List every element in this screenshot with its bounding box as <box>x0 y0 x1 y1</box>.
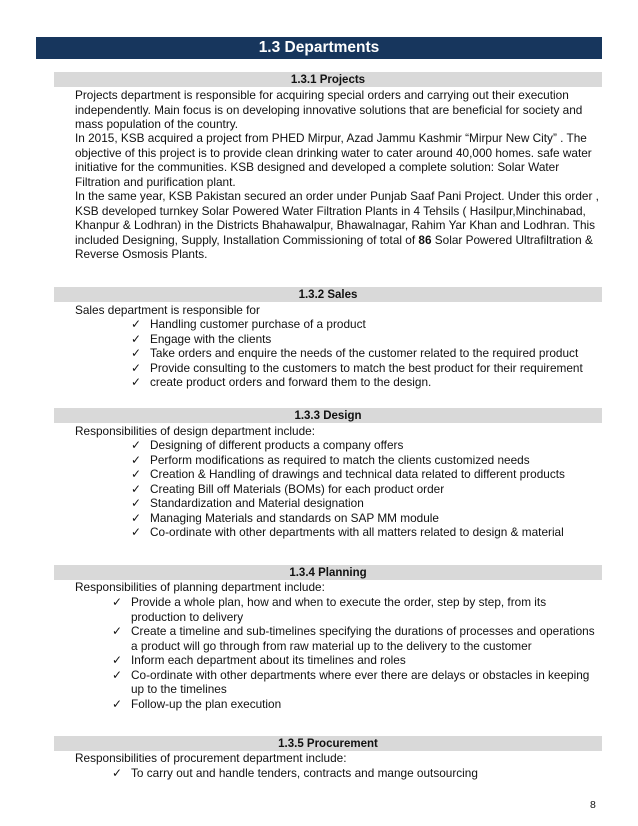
check-icon: ✓ <box>131 438 142 452</box>
sales-list-item-text: create product orders and forward them to the design. <box>150 375 432 389</box>
planning-list-item-text: Inform each department about its timelines and roles <box>131 653 406 667</box>
sales-list-item-text: Provide consulting to the customers to match the best product for their requirement <box>150 360 583 375</box>
design-intro: Responsibilities of design department include: <box>75 424 316 438</box>
page-title: 1.3 Departments <box>36 37 602 59</box>
sales-list-item <box>131 346 601 361</box>
sales-list-item <box>131 317 601 332</box>
check-icon: ✓ <box>112 766 123 780</box>
check-icon: ✓ <box>131 467 142 481</box>
procurement-list <box>112 766 600 781</box>
planning-list <box>112 595 600 711</box>
section-heading-projects: 1.3.1 Projects <box>54 72 602 87</box>
plant-count: 86 <box>418 232 432 247</box>
check-icon: ✓ <box>131 331 142 346</box>
planning-list-item <box>112 653 600 668</box>
sales-list-item <box>131 361 601 376</box>
design-list-item <box>131 496 601 511</box>
projects-paragraph-2: In 2015, KSB acquired a project from PHED Mirpur, Azad Jammu Kashmir “Mirpur New City” . The objective of this project is to provide clean drinking water to cater around 40,000 homes. safe water initiative for the communities. KSB designed and developed a complete solution: Solar Water Filtration and purification plant. <box>75 131 592 189</box>
projects-paragraph-3-end: Solar Powered Ultrafiltration & Reverse Osmosis Plants. <box>75 232 593 261</box>
planning-list-item <box>112 624 600 653</box>
planning-list-item <box>112 668 600 697</box>
sales-list-item <box>131 375 601 390</box>
check-icon: ✓ <box>131 525 142 539</box>
design-list-item-text: Managing Materials and standards on SAP MM module <box>150 510 439 525</box>
section-heading-sales: 1.3.2 Sales <box>54 287 602 302</box>
check-icon: ✓ <box>131 317 142 331</box>
sales-list-item-text: Take orders and enquire the needs of the customer related to the required product <box>150 346 579 360</box>
check-icon: ✓ <box>112 595 123 609</box>
section-heading-procurement: 1.3.5 Procurement <box>54 736 602 751</box>
procurement-list-item-text: To carry out and handle tenders, contracts and mange outsourcing <box>131 766 478 780</box>
check-icon: ✓ <box>131 346 142 360</box>
section-heading-design: 1.3.3 Design <box>54 408 602 423</box>
sales-list-item-text: Handling customer purchase of a product <box>150 317 366 331</box>
procurement-list-item <box>112 766 600 781</box>
planning-list-item-text: Follow-up the plan execution <box>131 696 282 711</box>
design-list-item-text: Standardization and Material designation <box>150 496 364 510</box>
check-icon: ✓ <box>131 360 142 375</box>
check-icon: ✓ <box>112 696 123 711</box>
check-icon: ✓ <box>112 653 123 667</box>
check-icon: ✓ <box>131 481 142 496</box>
planning-list-item <box>112 697 600 712</box>
check-icon: ✓ <box>131 375 142 389</box>
design-list-item-text: Designing of different products a company offers <box>150 438 404 452</box>
design-list-item-text: Creating Bill off Materials (BOMs) for each product order <box>150 481 445 496</box>
sales-list-item <box>131 332 601 347</box>
check-icon: ✓ <box>112 667 123 682</box>
planning-list-item <box>112 595 600 624</box>
planning-intro: Responsibilities of planning department include: <box>75 580 325 594</box>
design-list <box>131 438 601 540</box>
planning-list-item-text: Create a timeline and sub-timelines specifying the durations of processes and operations a product will go through from raw material up to the delivery to the customer <box>131 624 595 653</box>
design-list-item-text: Creation & Handling of drawings and technical data related to different products <box>150 467 565 481</box>
sales-intro: Sales department is responsible for <box>75 303 260 317</box>
design-list-item <box>131 525 601 540</box>
check-icon: ✓ <box>131 452 142 467</box>
projects-paragraph-3 <box>75 189 605 262</box>
section-heading-planning: 1.3.4 Planning <box>54 565 602 580</box>
projects-paragraph-3-text: In the same year, KSB Pakistan secured an order under Punjab Saaf Pani Project. Under this order , KSB developed turnkey Solar Powered Water Filtration Plants in 4 Tehsils ( Hasilpur,Minchinabad, Khanpur & Lodhran) in the Districts Bhahawalpur, Bhawalnagar, Rahim Yar Khan and Lodhran. This included Designing, Supply, Installation Commissioning of total of <box>75 189 599 247</box>
planning-list-item-text: Co-ordinate with other departments where ever there are delays or obstacles in keeping up to the timelines <box>131 667 590 696</box>
design-list-item <box>131 453 601 468</box>
design-list-item-text: Perform modifications as required to match the clients customized needs <box>150 452 530 467</box>
sales-list <box>131 317 601 390</box>
projects-paragraph-1: Projects department is responsible for acquiring special orders and carrying out their execution independently. Main focus is on developing innovative solutions that are beneficial for society and mass population of the country. <box>75 88 583 131</box>
design-list-item <box>131 511 601 526</box>
design-list-item <box>131 438 601 453</box>
sales-list-item-text: Engage with the clients <box>150 331 272 346</box>
design-list-item <box>131 467 601 482</box>
page-number: 8 <box>590 799 596 811</box>
procurement-intro: Responsibilities of procurement department include: <box>75 751 347 765</box>
check-icon: ✓ <box>131 510 142 525</box>
design-list-item <box>131 482 601 497</box>
check-icon: ✓ <box>131 496 142 510</box>
design-list-item-text: Co-ordinate with other departments with all matters related to design & material <box>150 525 564 539</box>
planning-list-item-text: Provide a whole plan, how and when to execute the order, step by step, from its production to delivery <box>131 595 547 624</box>
check-icon: ✓ <box>112 624 123 638</box>
